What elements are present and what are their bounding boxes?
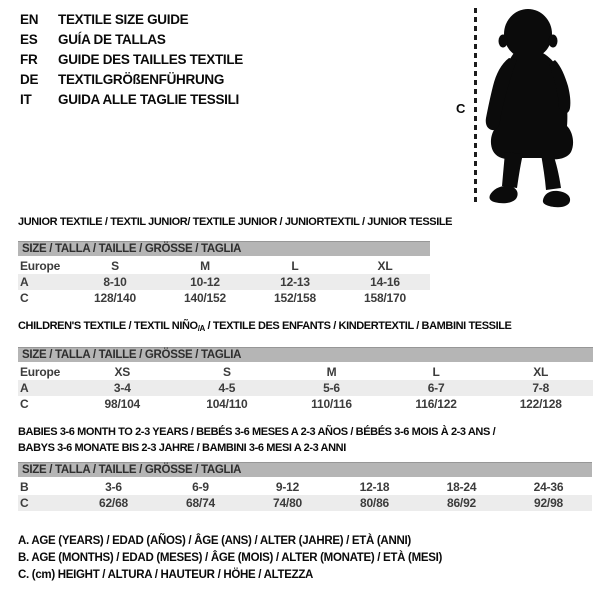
size-value-cell: 152/158 bbox=[274, 291, 316, 305]
size-value-cell: 6-9 bbox=[192, 480, 209, 494]
size-value-cell: XS bbox=[114, 365, 131, 379]
height-measure-line bbox=[474, 8, 477, 206]
table-row bbox=[18, 258, 430, 274]
legend bbox=[18, 533, 442, 584]
row-label: Europe bbox=[20, 365, 61, 379]
size-value-cell: 7-8 bbox=[532, 381, 550, 395]
size-value-cell: 18-24 bbox=[446, 480, 477, 494]
table-row bbox=[18, 274, 430, 290]
size-value-cell: 10-12 bbox=[190, 275, 220, 289]
lang-title: TEXTILGRÖßENFÜHRUNG bbox=[58, 72, 225, 87]
children-size-table bbox=[18, 347, 593, 412]
lang-title: GUIDE DES TAILLES TEXTILE bbox=[58, 52, 244, 67]
legend-line-c: C. (cm) HEIGHT / ALTURA / HAUTEUR / HÖHE / ALTEZZA bbox=[18, 569, 314, 581]
size-value-cell: 128/140 bbox=[94, 291, 136, 305]
baby-silhouette-image bbox=[483, 4, 589, 212]
table-row bbox=[18, 495, 592, 511]
size-value-cell: L bbox=[291, 259, 299, 273]
lang-row-it bbox=[20, 90, 243, 110]
section-title bbox=[18, 424, 592, 456]
row-label: Europe bbox=[20, 259, 61, 273]
section-junior bbox=[18, 215, 453, 306]
legend-line-b: B. AGE (MONTHS) / EDAD (MESES) / ÂGE (MOIS) / ALTER (MONATE) / ETÀ (MESI) bbox=[18, 552, 443, 564]
size-value-cell: L bbox=[432, 365, 440, 379]
table-row bbox=[18, 364, 593, 380]
size-value-cell: 140/152 bbox=[184, 291, 226, 305]
lang-title: TEXTILE SIZE GUIDE bbox=[58, 12, 189, 27]
size-value-cell: 104/110 bbox=[206, 397, 248, 411]
title-line-2: BABYS 3-6 MONATE BIS 2-3 JAHRE / BAMBINI 3-6 MESI A 2-3 ANNI bbox=[18, 442, 346, 454]
lang-row-en bbox=[20, 10, 243, 30]
title-text: CHILDREN'S TEXTILE / TEXTIL NIÑO bbox=[18, 320, 198, 332]
size-value-cell: 122/128 bbox=[519, 397, 562, 411]
row-label: B bbox=[20, 480, 29, 494]
size-value-cell: 74/80 bbox=[272, 496, 303, 510]
size-value-cell: 116/122 bbox=[415, 397, 457, 411]
height-label: C bbox=[456, 101, 466, 116]
row-label: A bbox=[20, 381, 29, 395]
size-value-cell: 5-6 bbox=[323, 381, 340, 395]
size-value-cell: 92/98 bbox=[533, 496, 564, 510]
table-row bbox=[18, 396, 593, 412]
size-value-cell: 14-16 bbox=[370, 275, 400, 289]
section-title: JUNIOR TEXTILE / TEXTIL JUNIOR/ TEXTILE JUNIOR / JUNIORTEXTIL / JUNIOR TESSILE bbox=[18, 216, 453, 228]
lang-title: GUÍA DE TALLAS bbox=[58, 32, 166, 47]
babies-size-table bbox=[18, 462, 592, 511]
size-value-cell: 12-13 bbox=[280, 275, 310, 289]
size-value-cell: 12-18 bbox=[359, 480, 390, 494]
row-label: C bbox=[20, 496, 29, 510]
size-value-cell: 80/86 bbox=[359, 496, 390, 510]
size-value-cell: 3-6 bbox=[105, 480, 122, 494]
size-value-cell: 86/92 bbox=[446, 496, 477, 510]
lang-title: GUIDA ALLE TAGLIE TESSILI bbox=[58, 92, 239, 107]
size-table bbox=[18, 364, 593, 412]
size-value-cell: S bbox=[222, 365, 231, 379]
size-table bbox=[18, 258, 430, 306]
size-value-cell: M bbox=[326, 365, 337, 379]
size-value-cell: 68/74 bbox=[185, 496, 216, 510]
table-header-bar: SIZE / TALLA / TAILLE / GRÖSSE / TAGLIA bbox=[18, 241, 430, 256]
table-header-bar: SIZE / TALLA / TAILLE / GRÖSSE / TAGLIA bbox=[18, 462, 592, 477]
size-value-cell: M bbox=[200, 259, 210, 273]
section-title bbox=[18, 319, 593, 336]
language-header bbox=[20, 10, 243, 110]
size-value-cell: 8-10 bbox=[103, 275, 127, 289]
size-value-cell: 4-5 bbox=[218, 381, 236, 395]
lang-row-es bbox=[20, 30, 243, 50]
title-subscript: /A bbox=[197, 324, 205, 333]
section-babies bbox=[18, 424, 592, 511]
size-table bbox=[18, 479, 592, 511]
size-value-cell: 3-4 bbox=[113, 381, 131, 395]
title-line-1: BABIES 3-6 MONTH TO 2-3 YEARS / BEBÉS 3-6 MESES A 2-3 AÑOS / BÉBÉS 3-6 MOIS À 2-3 ANS / bbox=[18, 426, 496, 438]
row-label: C bbox=[20, 397, 29, 411]
table-row bbox=[18, 290, 430, 306]
legend-line-a: A. AGE (YEARS) / EDAD (AÑOS) / ÂGE (ANS) / ALTER (JAHRE) / ETÀ (ANNI) bbox=[18, 535, 411, 547]
lang-code: IT bbox=[20, 92, 32, 107]
row-label: A bbox=[20, 275, 29, 289]
size-value-cell: 24-36 bbox=[533, 480, 564, 494]
lang-code: DE bbox=[20, 72, 39, 87]
size-value-cell: 110/116 bbox=[311, 397, 352, 411]
size-value-cell: XL bbox=[533, 365, 549, 379]
table-row bbox=[18, 479, 592, 495]
table-row bbox=[18, 380, 593, 396]
size-value-cell: XL bbox=[377, 259, 393, 273]
title-text: / TEXTILE DES ENFANTS / KINDERTEXTIL / BAMBINI TESSILE bbox=[204, 320, 512, 332]
size-value-cell: 6-7 bbox=[427, 381, 445, 395]
lang-row-de bbox=[20, 70, 243, 90]
lang-row-fr bbox=[20, 50, 243, 70]
size-value-cell: 9-12 bbox=[275, 480, 300, 494]
size-value-cell: S bbox=[111, 259, 119, 273]
lang-code: ES bbox=[20, 32, 38, 47]
junior-size-table bbox=[18, 241, 430, 306]
size-value-cell: 158/170 bbox=[364, 291, 406, 305]
lang-code: FR bbox=[20, 52, 38, 67]
size-value-cell: 62/68 bbox=[98, 496, 129, 510]
section-children bbox=[18, 319, 593, 412]
size-value-cell: 98/104 bbox=[104, 397, 141, 411]
table-header-bar: SIZE / TALLA / TAILLE / GRÖSSE / TAGLIA bbox=[18, 347, 593, 362]
row-label: C bbox=[20, 291, 29, 305]
lang-code: EN bbox=[20, 12, 39, 27]
